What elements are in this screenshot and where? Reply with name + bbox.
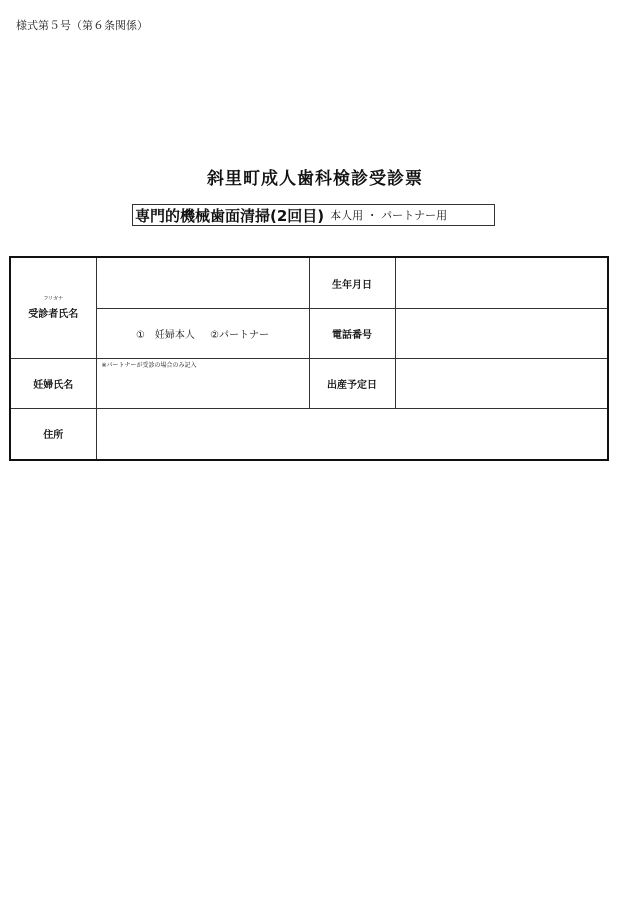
due-date-label: 出産予定日 [309,358,395,408]
partner-note: ※パートナーが受診の場合のみ記入 [101,361,197,369]
examinee-name-label-cell [10,257,96,358]
registration-table [9,256,609,461]
pregnant-name-label: 妊婦氏名 [10,358,96,408]
subtitle-box [132,204,495,226]
birthdate-label: 生年月日 [309,257,395,309]
phone-field[interactable] [395,309,608,359]
phone-label: 電話番号 [309,309,395,359]
subtitle-options: 本人用 ・ パートナー用 [330,209,448,222]
examinee-name-label: 受診者氏名 [28,309,79,321]
birthdate-field[interactable] [395,257,608,309]
furigana-label: フリガナ [43,296,64,303]
address-field[interactable] [96,408,608,460]
relation-option-self[interactable]: ① 妊婦本人 [135,330,195,341]
due-date-field[interactable] [395,358,608,408]
pregnant-name-field[interactable] [96,358,309,408]
relation-option-partner[interactable]: ②パートナー [210,330,270,341]
subtitle-main: 専門的機械歯面清掃(2回目) [135,206,325,225]
relation-choice-cell[interactable] [96,309,309,359]
form-number: 様式第５号（第６条関係） [16,19,148,32]
examinee-name-field[interactable] [96,257,309,309]
page-title: 斜里町成人歯科検診受診票 [207,169,423,189]
address-label: 住所 [10,408,96,460]
